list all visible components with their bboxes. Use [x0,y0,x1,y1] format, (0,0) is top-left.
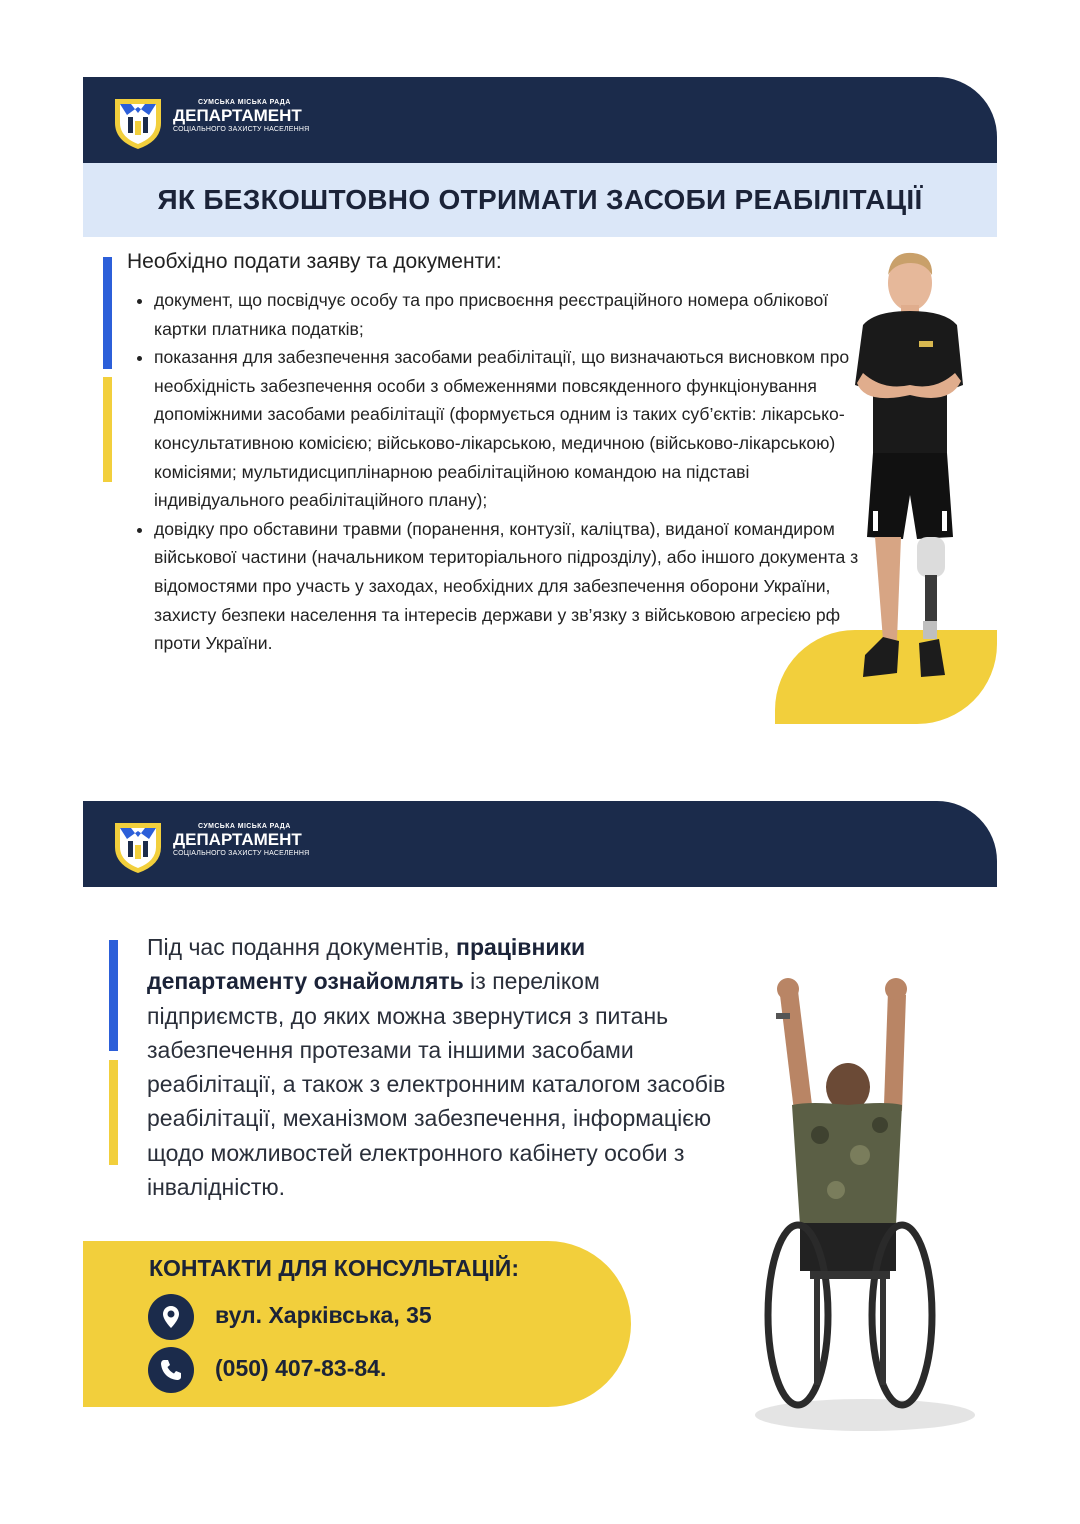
info-paragraph [147,930,727,1204]
info-paragraph-part2: із переліком підприємств, до яких можна звернутися з питань забезпечення протезами та іншими засобами реабілітації, а також з електронним каталогом засобів реабілітації, механізмом забезпечення, інформацією щодо можливостей електронного кабінету особи з інвалідністю. [147,968,726,1201]
org-department: ДЕПАРТАМЕНТ [173,830,302,849]
logo-shield-icon [109,93,167,151]
page-title: ЯК БЕЗКОШТОВНО ОТРИМАТИ ЗАСОБИ РЕАБІЛІТАЦІЇ [157,184,923,215]
org-city: СУМСЬКА МІСЬКА РАДА [198,823,291,830]
accent-bar-yellow [103,377,112,482]
info-paragraph-part1: Під час подання документів, [147,934,457,960]
org-name [173,99,309,133]
org-subtitle: СОЦІАЛЬНОГО ЗАХИСТУ НАСЕЛЕННЯ [173,850,310,857]
logo-shield-icon [109,817,167,875]
org-subtitle: СОЦІАЛЬНОГО ЗАХИСТУ НАСЕЛЕННЯ [173,126,310,133]
org-city: СУМСЬКА МІСЬКА РАДА [198,99,291,106]
header-banner-bottom [83,801,997,887]
intro-text: Необхідно подати заяву та документи: [127,250,502,273]
contacts-title: КОНТАКТИ ДЛЯ КОНСУЛЬТАЦІЙ: [149,1255,519,1281]
title-band [83,163,997,237]
contact-phone: (050) 407-83-84. [215,1355,387,1381]
list-item: • показання для забезпечення засобами реабілітації, що визначаються висновком про необхідність забезпечення особи з обмеженнями повсякденного функціонування допоміжними засобами реабілітації (формується одним із таких суб’єктів: лікарсько-консультативною комісією; військово-лікарською, медичною (військово-лікарською) комісіями; мультидисциплінарною реабілітаційною командою на підставі індивідуального реабілітаційного плану); [154,343,859,515]
contact-address: вул. Харківська, 35 [215,1302,432,1328]
header-banner-top [83,77,997,163]
man-with-prosthesis-photo [835,245,975,705]
accent-bar-yellow [109,1060,118,1165]
info-paragraph-bold: працівники департаменту ознайомлять [147,934,586,995]
contacts-panel [83,1241,631,1407]
org-name [173,823,309,857]
requirements-list [132,286,859,658]
location-pin-icon [148,1294,194,1340]
list-item: • довідку про обставини травми (поранення, контузії, каліцтва), виданої командиром військової частини (начальником територіального підрозділу), або іншого документа з відомостями про участь у заходах, необхідних для забезпечення оборони України, захисту безпеки населення та інтересів держави у зв’язку з військовою агресією рф проти України. [154,515,859,658]
man-in-wheelchair-photo [740,975,975,1435]
accent-bar-blue [109,940,118,1051]
list-item: • документ, що посвідчує особу та про присвоєння реєстраційного номера облікової картки платника податків; [154,286,859,343]
accent-bar-blue [103,257,112,369]
phone-icon [148,1347,194,1393]
org-department: ДЕПАРТАМЕНТ [173,106,302,125]
